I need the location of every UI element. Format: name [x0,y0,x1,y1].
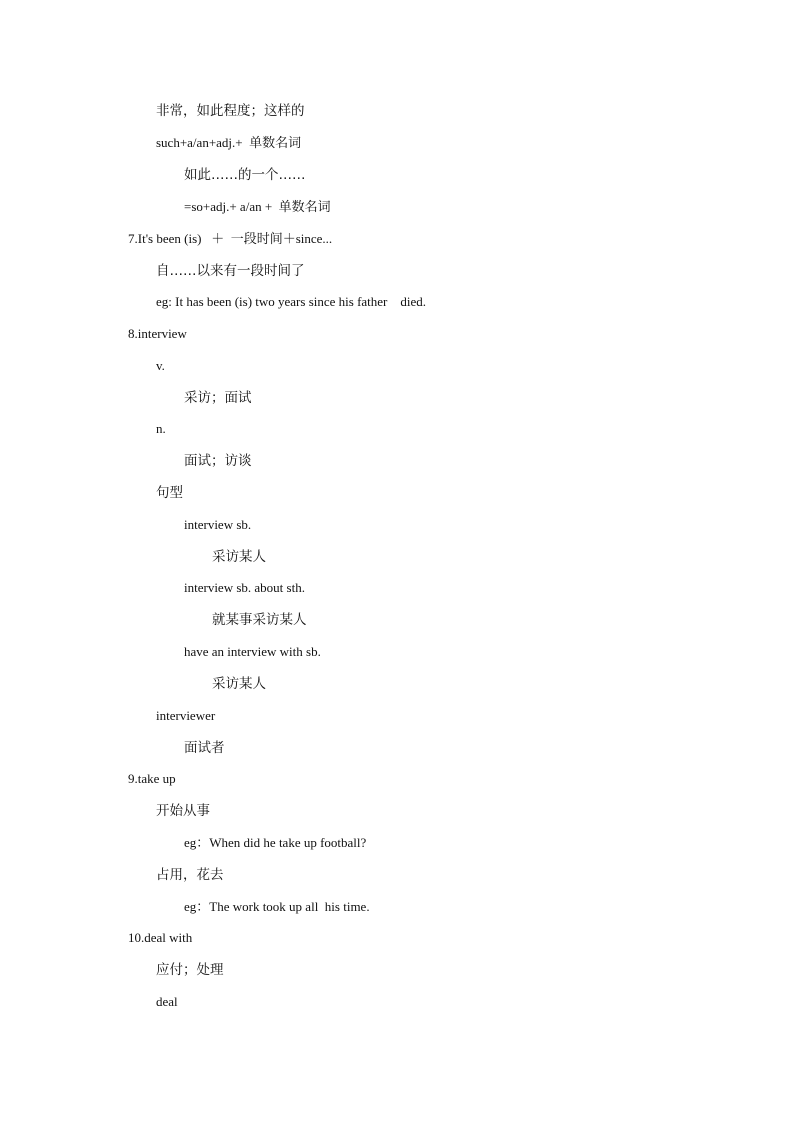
text-line: 面试；访谈 [184,453,252,469]
example-line: eg：When did he take up football? [184,835,367,850]
text-line: 面试者 [184,740,225,756]
text-line: 采访某人 [212,676,266,692]
text-line: deal [156,994,178,1009]
text-line: 占用，花去 [156,867,224,883]
text-line: 非常，如此程度；这样的 [156,103,305,119]
text-line: interview sb. about sth. [184,580,305,595]
example-line: eg: It has been (is) two years since his father died. [156,294,427,309]
item-heading: 10.deal with [128,930,193,945]
item-heading: 8.interview [128,326,187,341]
text-line: 应付；处理 [156,962,224,978]
item-heading: 9.take up [128,771,176,786]
text-line: interview sb. [184,517,252,532]
text-line: =so+adj.+ a/an + 单数名词 [184,199,331,214]
text-line: such+a/an+adj.+ 单数名词 [156,135,302,150]
text-line: interviewer [156,708,216,723]
text-line: have an interview with sb. [184,644,321,659]
text-line: 开始从事 [156,803,210,819]
text-line: v. [156,358,165,373]
text-line: 如此……的一个…… [184,167,306,183]
text-line: 句型 [156,485,183,501]
text-line: n. [156,421,166,436]
example-line: eg：The work took up all his time. [184,899,370,914]
text-line: 采访；面试 [184,390,252,406]
text-line: 自……以来有一段时间了 [156,263,305,279]
text-line: 就某事采访某人 [212,612,307,628]
item-heading: 7.It's been (is) ＋ 一段时间＋since... [128,231,333,246]
text-line: 采访某人 [212,549,266,565]
